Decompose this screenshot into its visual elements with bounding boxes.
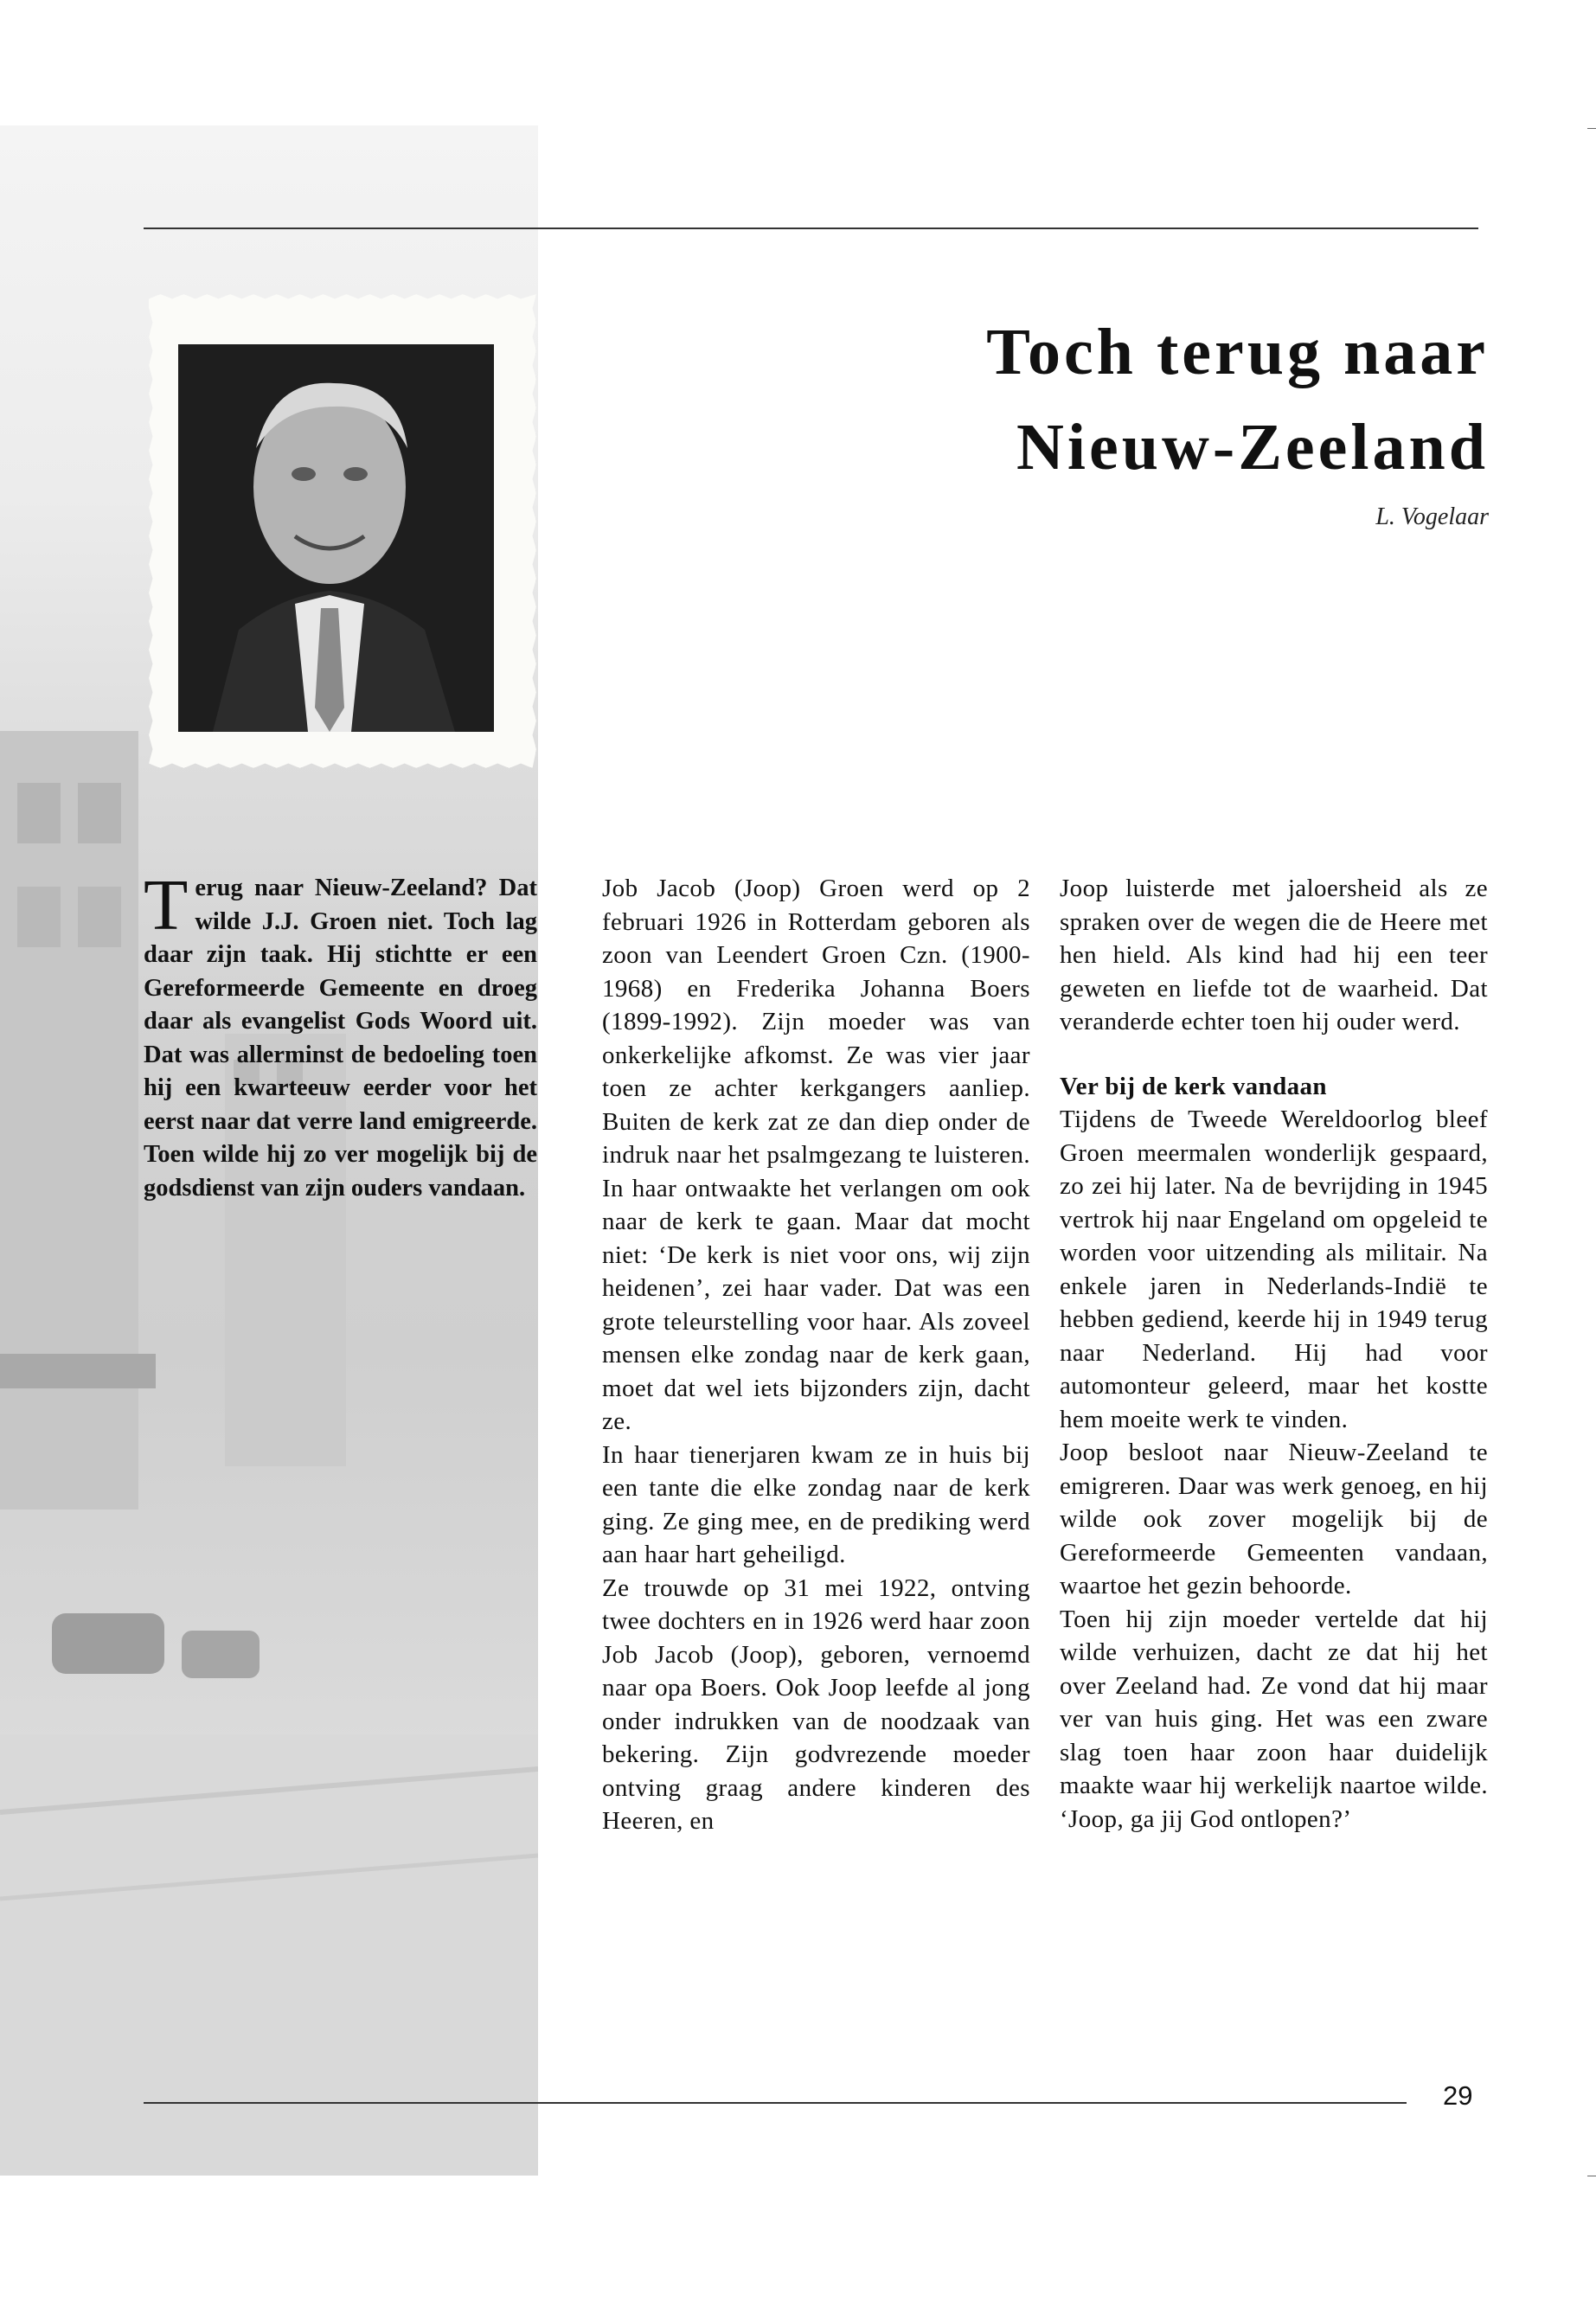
portrait-photo-frame: [149, 294, 536, 768]
author-byline: L. Vogelaar: [1375, 503, 1489, 530]
section-heading: Ver bij de kerk vandaan: [1060, 1072, 1327, 1100]
crop-mark: [1587, 128, 1596, 129]
drop-cap: T: [144, 865, 189, 945]
body-paragraph: Ze trouwde op 31 mei 1922, ontving twee dochters en in 1926 werd haar zoon Job Jacob (Joop), geboren, vernoemd naar opa Boers. Ook Joop leefde al jong onder indrukken van de noodzaak van bekering. Zijn godvrezende moeder ontving graag andere kinderen des Heeren, en: [602, 1574, 1030, 1835]
body-paragraph: Tijdens de Tweede Wereldoorlog bleef Groen meermalen wonderlijk gespaard, zo zei hij later. Na de bevrijding in 1945 vertrok hij naar Engeland om opgeleid te worden voor uitzending als militair. Na enkele jaren in Nederlands-Indië te hebben gediend, keerde hij in 1949 terug naar Nederland. Hij had voor automonteur geleerd, maar het kostte hem moeite werk te vinden.: [1060, 1106, 1488, 1433]
article-title: [797, 304, 1489, 495]
intro-paragraph: [144, 865, 537, 1205]
bottom-rule: [144, 2102, 1407, 2104]
body-paragraph: Job Jacob (Joop) Groen werd op 2 februari 1926 in Rotterdam geboren als zoon van Leendert Groen Czn. (1900-1968) en Frederika Johanna Boers (1899-1992). Zijn moeder was van onkerkelijke afkomst. Ze was vier jaar toen ze achter kerkgangers aanliep. Buiten de kerk zat ze dan diep onder de indruk naar het psalmgezang te luisteren. In haar ontwaakte het verlangen om ook naar de kerk te gaan. Maar dat mocht niet: ‘De kerk is niet voor ons, wij zijn heidenen’, zei haar vader. Dat was een grote teleurstelling voor haar. Als zoveel mensen elke zondag naar de kerk gaan, moet dat wel iets bijzonders zijn, dacht ze.: [602, 875, 1030, 1435]
intro-text: erug naar Nieuw-Zeeland? Dat wilde J.J. Groen niet. Toch lag daar zijn taak. Hij stichtte er een Gereformeerde Gemeente en droeg daar als evangelist Gods Woord uit. Dat was allerminst de bedoeling toen hij een kwarteeuw eerder voor het eerst naar dat verre land emigreerde. Toen wilde hij zo ver mogelijk bij de godsdienst van zijn ouders vandaan.: [144, 875, 537, 1202]
body-column-middle: [602, 872, 1030, 1838]
body-paragraph: Toen hij zijn moeder vertelde dat hij wilde verhuizen, dacht ze dat hij het over Zeeland had. Ze vond dat hij maar ver van huis ging. Het was een zware slag toen haar zoon haar duidelijk maakte waar hij werkelijk naartoe wilde. ‘Joop, ga jij God ontlopen?’: [1060, 1605, 1488, 1833]
page-number: 29: [1443, 2080, 1473, 2111]
body-paragraph: Joop luisterde met jaloersheid als ze spraken over de wegen die de Heere met hen hield. Als kind had hij een teer geweten en liefde tot de waarheid. Dat veranderde echter toen hij ouder werd.: [1060, 875, 1488, 1035]
title-line-1: Toch terug naar: [986, 316, 1489, 388]
top-rule: [144, 228, 1478, 229]
body-paragraph: Joop besloot naar Nieuw-Zeeland te emigreren. Daar was werk genoeg, en hij wilde ook zover mogelijk bij de Gereformeerde Gemeenten vandaan, waartoe het gezin behoorde.: [1060, 1439, 1488, 1599]
title-line-2: Nieuw-Zeeland: [1016, 411, 1489, 484]
portrait-photo: [178, 344, 494, 732]
body-paragraph: In haar tienerjaren kwam ze in huis bij een tante die elke zondag naar de kerk ging. Ze ging mee, en de prediking werd aan haar hart geheiligd.: [602, 1440, 1030, 1568]
portrait-illustration: [178, 344, 494, 732]
body-column-right: [1060, 872, 1488, 1836]
